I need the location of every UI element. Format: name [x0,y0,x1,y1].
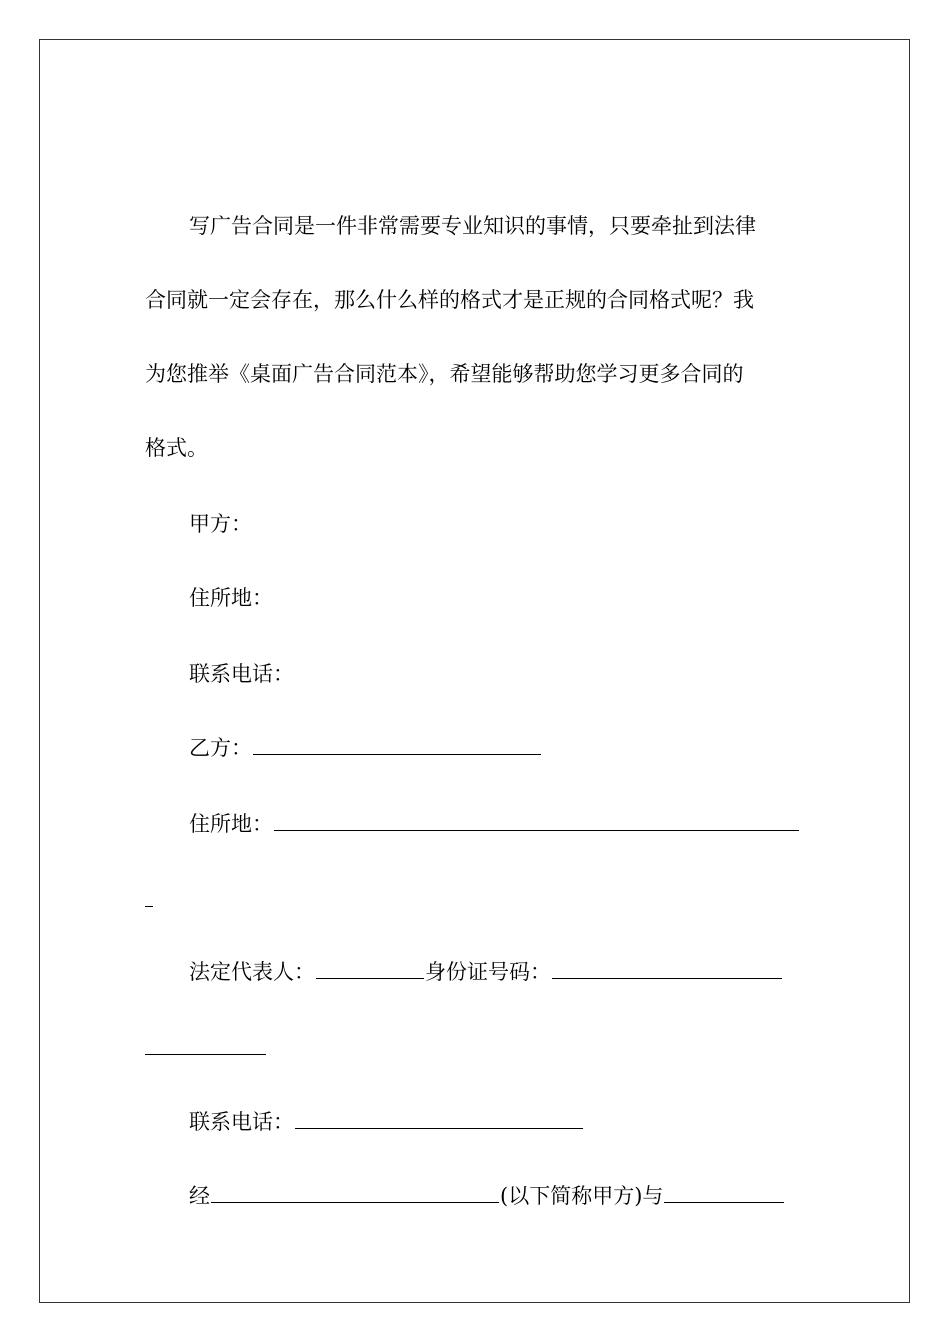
party-b-phone-blank[interactable] [295,1110,583,1129]
intro-line-4: 格式。 [145,436,208,460]
id-number-blank[interactable] [552,960,782,979]
intro-line-3: 为您推举《桌面广告合同范本》，希望能够帮助您学习更多合同的 [145,362,744,386]
party-b-blank[interactable] [253,736,541,755]
party-a-phone-label: 联系电话： [189,662,294,686]
party-b-address-label: 住所地： [189,812,273,836]
representative-row [189,957,783,987]
party-a-address-label: 住所地： [189,586,273,610]
party-b-row [189,733,542,763]
clause-prefix: 经 [189,1184,210,1208]
party-a-label: 甲方： [189,512,252,536]
party-b-label: 乙方： [189,736,252,760]
representative-label: 法定代表人： [189,960,315,984]
intro-line-1: 写广告合同是一件非常需要专业知识的事情，只要牵扯到法律 [189,214,756,238]
clause-blank-1[interactable] [211,1184,499,1203]
party-b-phone-label: 联系电话： [189,1110,294,1134]
id-number-blank-continued[interactable] [145,1054,266,1055]
intro-line-2: 合同就一定会存在，那么什么样的格式才是正规的合同格式呢？我 [145,288,754,312]
representative-blank[interactable] [316,960,424,979]
party-b-address-blank[interactable] [274,812,799,831]
clause-row [189,1181,785,1211]
party-b-address-blank-continued[interactable] [145,906,153,907]
party-b-address-row [189,809,800,839]
party-b-phone-row [189,1107,584,1137]
clause-middle: (以下简称甲方)与 [500,1184,664,1208]
clause-blank-2[interactable] [664,1184,784,1203]
id-number-label: 身份证号码： [425,960,551,984]
